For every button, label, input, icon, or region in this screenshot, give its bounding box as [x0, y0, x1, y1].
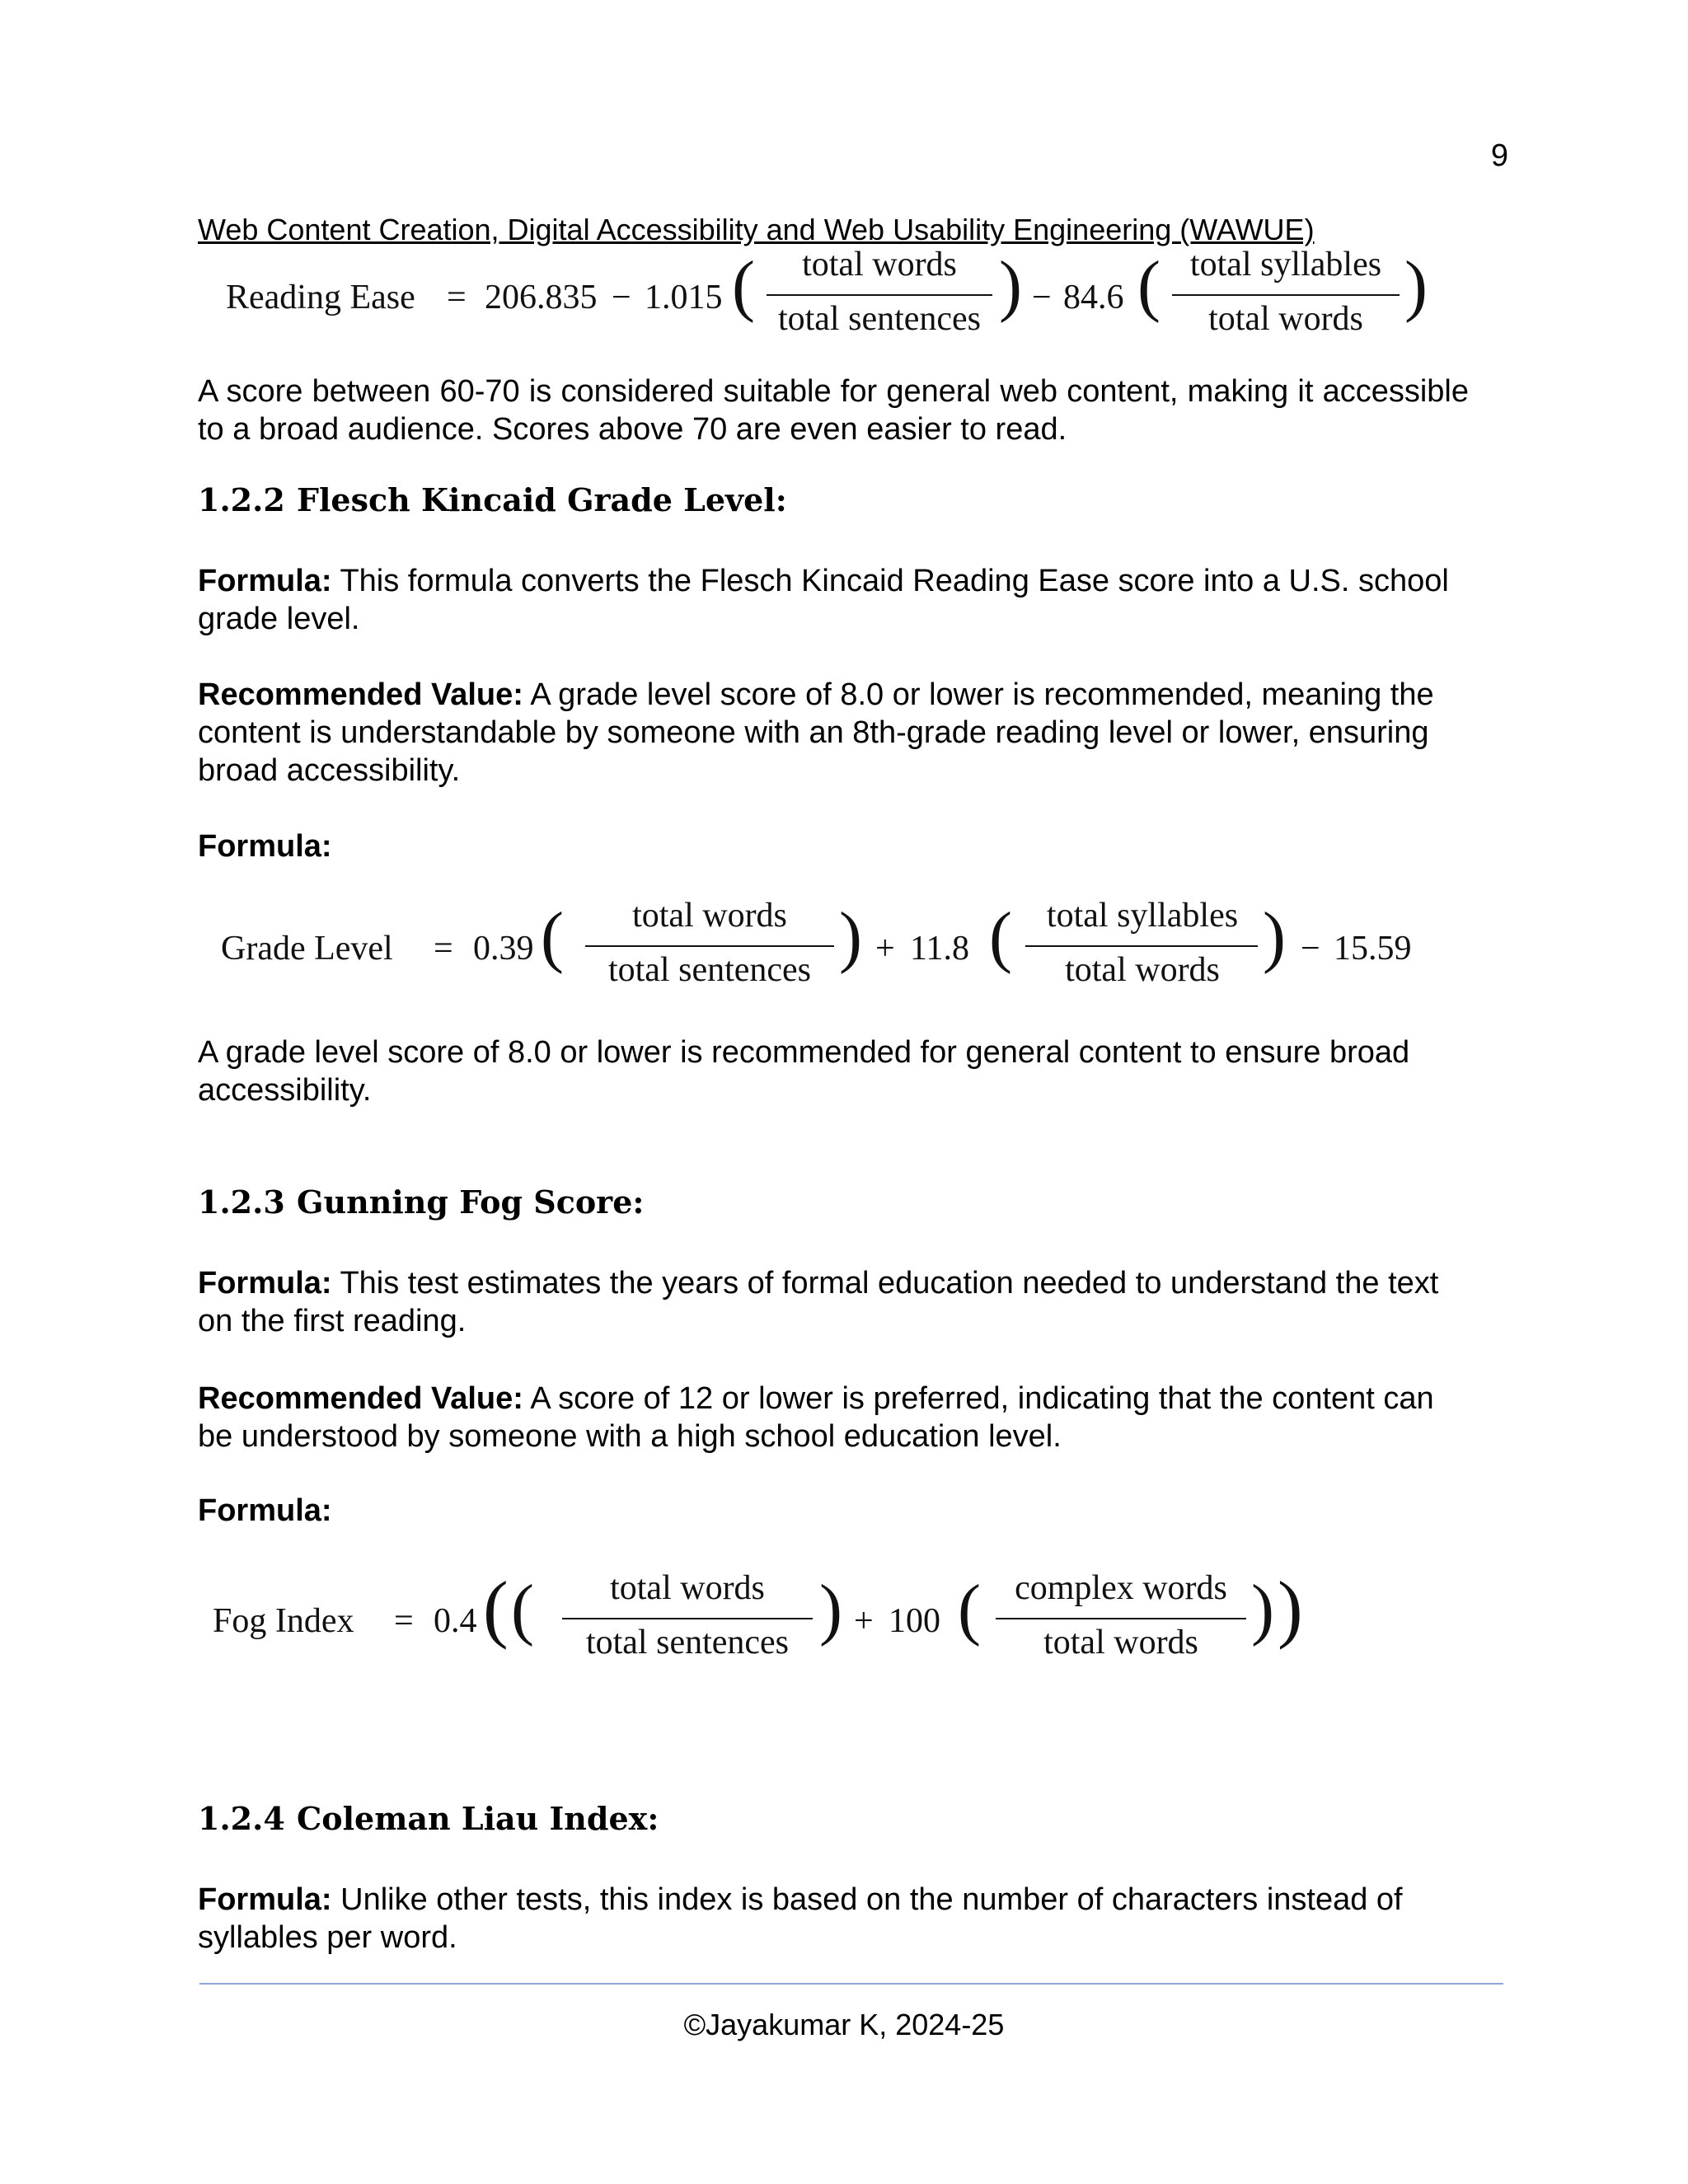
section-heading-1-2-4	[198, 1800, 659, 1837]
formula-description: Unlike other tests, this index is based on the number of characters instead of syllables per word.	[198, 1882, 1403, 1955]
svg-text:): )	[1263, 898, 1286, 975]
fog-recommended-value	[198, 1380, 1469, 1455]
fog-formula-description	[198, 1264, 1469, 1340]
formula-constant: 0.39	[473, 930, 534, 968]
fk-recommended-value	[198, 676, 1469, 790]
fraction-numerator: total words	[802, 246, 957, 284]
formula-lhs: Reading Ease	[226, 279, 415, 316]
formula-operator: −	[1032, 279, 1052, 316]
fraction-denominator: total words	[1065, 951, 1220, 989]
svg-text:=: =	[394, 1602, 414, 1640]
recommended-text: A score of 12 or lower is preferred, indicating that the content can be understood by someone with a high school education level.	[198, 1381, 1434, 1454]
svg-text:): )	[839, 898, 862, 975]
section-heading-1-2-3	[198, 1183, 644, 1221]
formula-label: Formula:	[198, 564, 332, 598]
svg-text:): )	[1251, 1571, 1274, 1647]
svg-text:(: (	[1137, 247, 1160, 324]
fraction-numerator: total words	[632, 897, 787, 935]
fraction-numerator: total words	[610, 1569, 765, 1607]
formula-constant: 0.4	[434, 1602, 477, 1640]
formula-lhs: Grade Level	[221, 930, 393, 968]
svg-text:(: (	[732, 247, 755, 324]
formula-operator: −	[1301, 930, 1320, 968]
page-number: 9	[1490, 138, 1508, 173]
recommended-label: Recommended Value:	[198, 677, 523, 712]
grade-level-formula	[211, 895, 1447, 1002]
formula-label: Formula:	[198, 829, 332, 864]
svg-text:): )	[999, 247, 1022, 324]
fraction-denominator: total words	[1208, 300, 1363, 338]
formula-constant: 100	[889, 1602, 940, 1640]
fraction-denominator: total sentences	[777, 300, 982, 338]
footer-divider	[199, 1983, 1503, 1985]
svg-text:(: (	[989, 898, 1012, 975]
section-number: 1.2.4	[198, 1800, 285, 1837]
formula-description: This formula converts the Flesch Kincaid Reading Ease score into a U.S. school grade level.	[198, 564, 1449, 636]
fk-formula-heading	[198, 827, 1469, 865]
section-title: Flesch Kincaid Grade Level:	[297, 481, 787, 518]
grade-level-note: A grade level score of 8.0 or lower is recommended for general content to ensure broad accessibility.	[198, 1035, 1410, 1108]
recommended-text: A grade level score of 8.0 or lower is recommended, meaning the content is understandable by someone with an 8th-grade reading level or lower, ensuring broad accessibility.	[198, 677, 1434, 788]
fog-index-formula	[206, 1566, 1360, 1681]
section-heading-1-2-2	[198, 481, 787, 518]
formula-operator: +	[875, 930, 895, 968]
svg-text:): )	[1404, 247, 1428, 324]
svg-text:=: =	[434, 930, 453, 968]
formula-operator: −	[612, 279, 631, 316]
formula-label: Formula:	[198, 1493, 332, 1528]
section-number: 1.2.3	[198, 1183, 285, 1221]
section-title: Gunning Fog Score:	[297, 1183, 645, 1221]
footer-copyright: ©Jayakumar K, 2024-25	[683, 2008, 1005, 2041]
formula-constant: 84.6	[1063, 279, 1124, 316]
fraction-denominator: total sentences	[607, 951, 812, 989]
formula-constant: 15.59	[1334, 930, 1412, 968]
recommended-label: Recommended Value:	[198, 1381, 523, 1416]
section-title: Coleman Liau Index:	[297, 1800, 659, 1837]
fraction-denominator: total sentences	[585, 1624, 790, 1661]
formula-description: This test estimates the years of formal education needed to understand the text on the first reading.	[198, 1266, 1439, 1338]
running-header: Web Content Creation, Digital Accessibility and Web Usability Engineering (WAWUE)	[198, 213, 1315, 246]
formula-label: Formula:	[198, 1882, 332, 1917]
fk-formula-description	[198, 562, 1469, 638]
fraction-numerator: complex words	[1015, 1569, 1227, 1607]
section-number: 1.2.2	[198, 481, 285, 518]
reading-ease-formula	[214, 244, 1434, 351]
svg-text:(: (	[483, 1566, 509, 1650]
formula-operator: +	[854, 1602, 874, 1640]
svg-text:(: (	[511, 1571, 534, 1647]
formula-label: Formula:	[198, 1266, 332, 1301]
fraction-numerator: total syllables	[1046, 897, 1239, 935]
svg-text:(: (	[541, 898, 564, 975]
svg-text:): )	[1278, 1566, 1303, 1650]
fraction-denominator: total words	[1043, 1624, 1198, 1661]
formula-constant: 206.835	[485, 279, 598, 316]
score-paragraph: A score between 60-70 is considered suitable for general web content, making it accessible to a broad audience. Scores above 70 are even easier to read.	[198, 374, 1469, 447]
svg-text:): )	[819, 1571, 842, 1647]
formula-lhs: Fog Index	[213, 1602, 354, 1640]
fog-formula-heading	[198, 1492, 1469, 1530]
svg-text:(: (	[958, 1571, 981, 1647]
svg-text:=: =	[447, 279, 467, 316]
formula-constant: 1.015	[645, 279, 723, 316]
coleman-formula-description	[198, 1881, 1469, 1957]
fraction-numerator: total syllables	[1189, 246, 1382, 284]
formula-constant: 11.8	[910, 930, 969, 968]
